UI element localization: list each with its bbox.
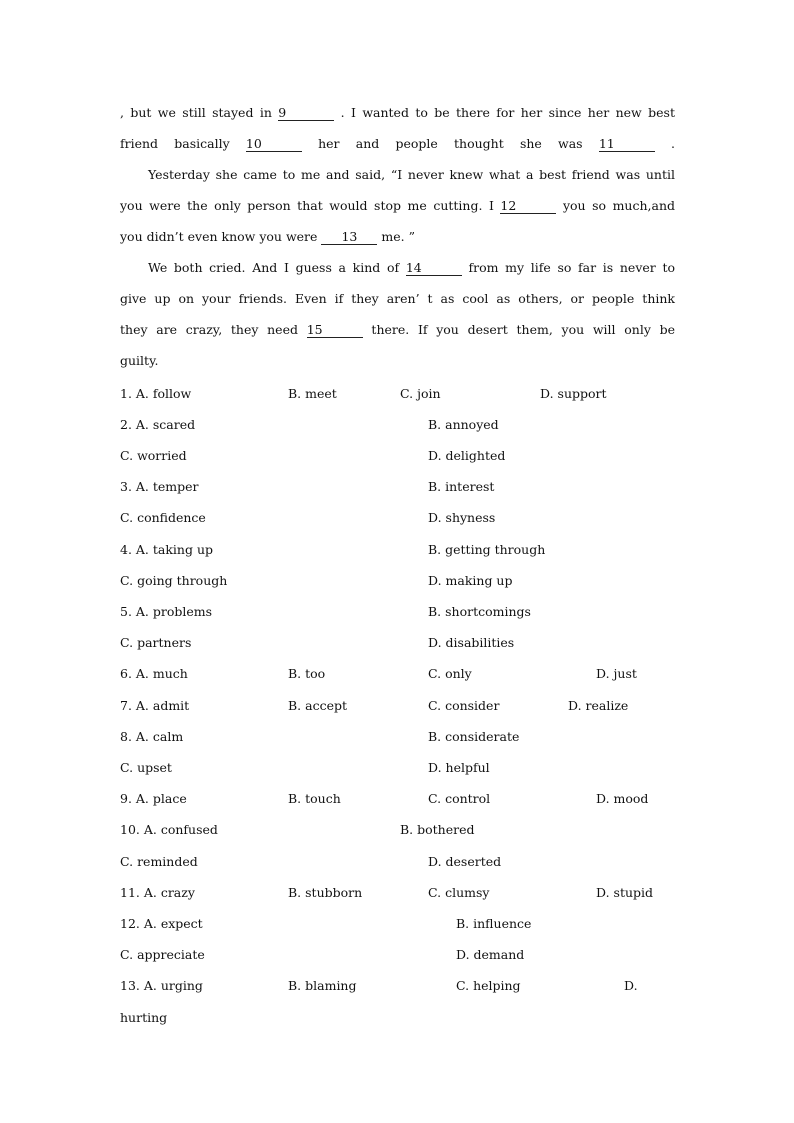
question-10-option-c: C. reminded: [120, 854, 198, 869]
blank-10: 10: [246, 137, 302, 152]
question-13-option-d: D.: [624, 978, 638, 993]
question-11-option-a: 11. A. crazy: [120, 885, 195, 900]
passage-line: [148, 167, 675, 183]
question-12-option-a: 12. A. expect: [120, 916, 203, 931]
passage-text: . I wanted to be there for her since her new best: [334, 105, 675, 120]
question-9-option-b: B. touch: [288, 791, 341, 806]
question-2-option-b: B. annoyed: [428, 417, 499, 432]
question-2-option-a: 2. A. scared: [120, 417, 196, 432]
question-13-option-b: B. blaming: [288, 978, 357, 993]
question-10-option-d: D. deserted: [428, 854, 502, 869]
question-4-option-b: B. getting through: [428, 542, 546, 557]
passage-text: We both cried. And I guess a kind of: [148, 260, 406, 275]
passage-line: [120, 291, 675, 307]
blank-12: 12: [500, 199, 556, 214]
question-8-option-d: D. helpful: [428, 760, 490, 775]
question-7-option-c: C. consider: [428, 698, 500, 713]
question-8-option-b: B. considerate: [428, 729, 520, 744]
passage-text: .: [654, 136, 676, 151]
question-7-option-b: B. accept: [288, 698, 348, 713]
question-1-option-b: B. meet: [288, 386, 337, 401]
blank-15: 15: [307, 323, 363, 338]
question-8-option-c: C. upset: [120, 760, 172, 775]
passage-line: [120, 353, 158, 369]
passage-text: you were the only person that would stop me cutting. I: [120, 198, 501, 213]
blank-13: 13: [321, 230, 377, 245]
question-11-option-c: C. clumsy: [428, 885, 490, 900]
passage-text: you so much,and: [556, 198, 675, 213]
question-1-option-a: 1. A. follow: [120, 386, 192, 401]
question-12-option-b: B. influence: [456, 916, 532, 931]
question-10-option-b: B. bothered: [400, 822, 475, 837]
question-2-option-d: D. delighted: [428, 448, 506, 463]
question-11-option-d: D. stupid: [596, 885, 654, 900]
passage-text: friend basically: [120, 136, 246, 151]
question-6-option-c: C. only: [428, 666, 472, 681]
question-4-option-a: 4. A. taking up: [120, 542, 213, 557]
passage-line: [120, 229, 415, 245]
question-9-option-d: D. mood: [596, 791, 649, 806]
question-5-option-a: 5. A. problems: [120, 604, 213, 619]
question-3-option-a: 3. A. temper: [120, 479, 199, 494]
passage-text: guilty.: [120, 353, 159, 368]
blank-9: 9: [278, 106, 334, 121]
question-7-option-a: 7. A. admit: [120, 698, 190, 713]
question-13-option-a: 13. A. urging: [120, 978, 203, 993]
question-13-option-c: C. helping: [456, 978, 521, 993]
passage-text: they are crazy, they need: [120, 322, 307, 337]
question-6-option-d: D. just: [596, 666, 637, 681]
question-4-option-c: C. going through: [120, 573, 228, 588]
question-8-option-a: 8. A. calm: [120, 729, 184, 744]
question-5-option-c: C. partners: [120, 635, 192, 650]
passage-line: [120, 105, 675, 121]
question-9-option-a: 9. A. place: [120, 791, 187, 806]
question-1-option-d: D. support: [540, 386, 607, 401]
passage-text: , but we still stayed in: [120, 105, 279, 120]
passage-text: Yesterday she came to me and said, “I never knew what a best friend was until: [148, 167, 675, 182]
question-12-option-c: C. appreciate: [120, 947, 205, 962]
passage-text: from my life so far is never to: [461, 260, 675, 275]
passage-line: [120, 136, 675, 152]
passage-text: her and people thought she was: [301, 136, 599, 151]
passage-text: you didn’t even know you were: [120, 229, 322, 244]
question-1-option-c: C. join: [400, 386, 441, 401]
question-9-option-c: C. control: [428, 791, 491, 806]
question-13-option-d-text: hurting: [120, 1010, 168, 1025]
question-7-option-d: D. realize: [568, 698, 629, 713]
question-3-option-c: C. confidence: [120, 510, 206, 525]
passage-line: [148, 260, 675, 276]
question-2-option-c: C. worried: [120, 448, 187, 463]
question-10-option-a: 10. A. confused: [120, 822, 218, 837]
question-12-option-d: D. demand: [456, 947, 525, 962]
blank-14: 14: [406, 261, 462, 276]
passage-line: [120, 198, 675, 214]
passage-line: [120, 322, 675, 338]
passage-text: there. If you desert them, you will only be: [362, 322, 676, 337]
blank-11: 11: [599, 137, 655, 152]
question-11-option-b: B. stubborn: [288, 885, 363, 900]
question-5-option-b: B. shortcomings: [428, 604, 531, 619]
question-6-option-b: B. too: [288, 666, 326, 681]
question-3-option-d: D. shyness: [428, 510, 496, 525]
passage-text: me. ”: [377, 229, 415, 244]
question-5-option-d: D. disabilities: [428, 635, 515, 650]
question-6-option-a: 6. A. much: [120, 666, 188, 681]
passage-text: give up on your friends. Even if they aren’ t as cool as others, or people think: [120, 291, 675, 306]
question-4-option-d: D. making up: [428, 573, 513, 588]
question-3-option-b: B. interest: [428, 479, 495, 494]
